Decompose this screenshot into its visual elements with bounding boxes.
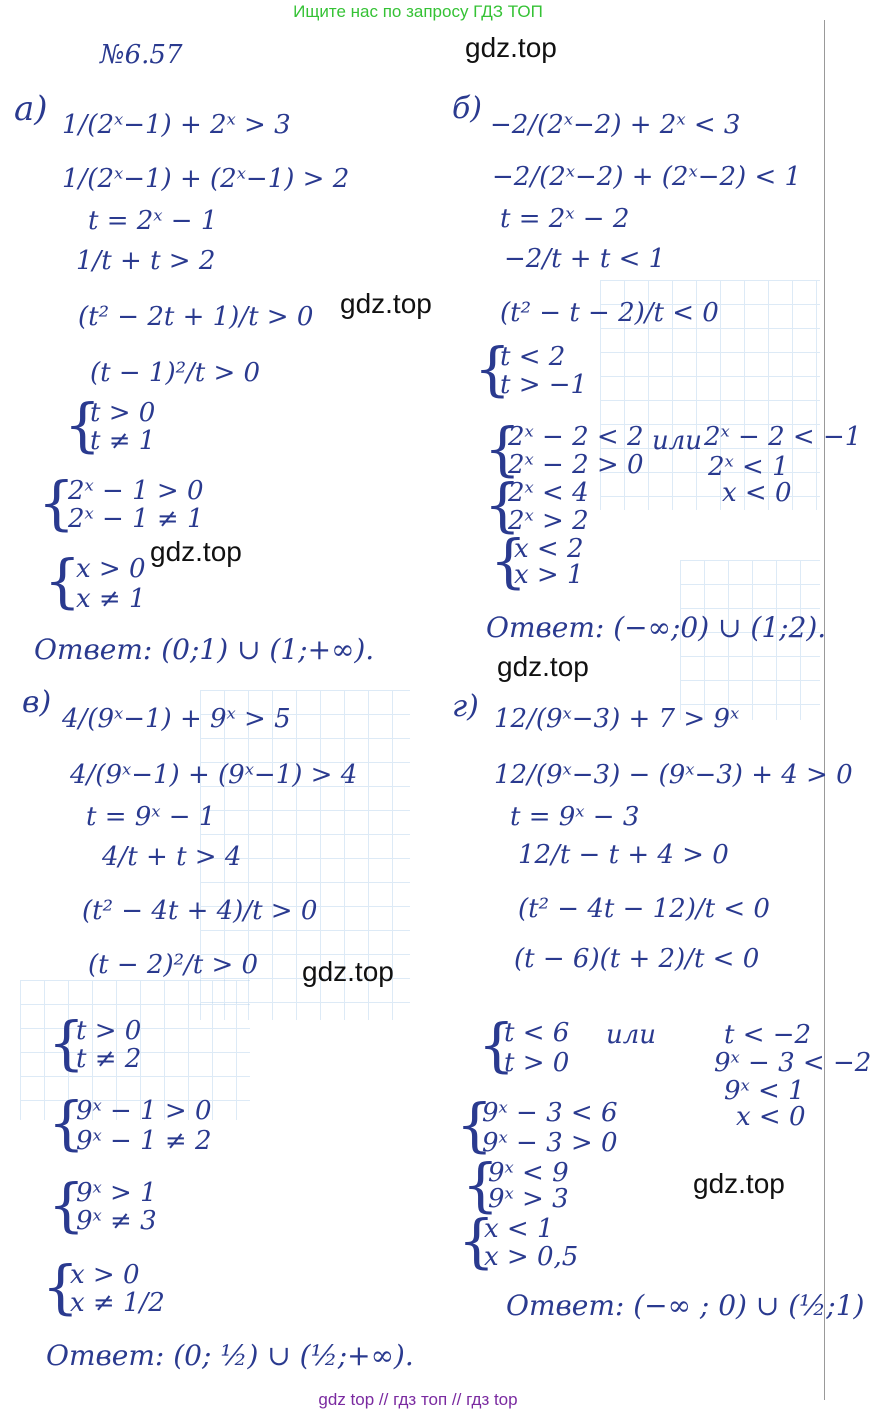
search-banner[interactable]: Ищите нас по запросу ГДЗ ТОП	[293, 2, 543, 21]
part-v-line: 4/t + t > 4	[102, 842, 242, 872]
system-brace: {	[474, 335, 511, 403]
part-a-system: 2ˣ − 1 ≠ 1	[68, 504, 204, 534]
part-v-system: 9ˣ − 1 > 0	[76, 1096, 212, 1126]
page-edge-line	[824, 20, 825, 1400]
part-v-system: 9ˣ > 1	[76, 1178, 157, 1208]
part-b-system: t < 2	[500, 342, 566, 372]
part-b-system: t > −1	[500, 370, 588, 400]
part-g-system: 9ˣ − 3 < 6	[482, 1098, 618, 1128]
part-a-system: x ≠ 1	[76, 584, 146, 614]
part-v-label: в)	[22, 685, 52, 720]
part-a-line: 1/(2ˣ−1) + (2ˣ−1) > 2	[62, 164, 350, 194]
part-v-system: t ≠ 2	[76, 1044, 142, 1074]
part-g-system: t > 0	[504, 1048, 570, 1078]
problem-number: №6.57	[100, 40, 183, 70]
system-brace: {	[490, 527, 527, 595]
system-brace: {	[48, 1171, 85, 1239]
part-b-system: x > 1	[514, 560, 584, 590]
part-g-line: 12/(9ˣ−3) − (9ˣ−3) + 4 > 0	[494, 760, 853, 790]
watermark: gdz.top	[497, 651, 589, 682]
part-g-line: (t² − 4t − 12)/t < 0	[518, 894, 770, 924]
part-a-label: а)	[14, 89, 48, 129]
system-brace: {	[484, 415, 521, 483]
or-word: или	[606, 1020, 657, 1050]
system-brace: {	[48, 1009, 85, 1077]
part-a-answer: Ответ: (0;1) ∪ (1;+∞).	[34, 633, 375, 666]
part-g-system: 9ˣ < 9	[488, 1158, 569, 1188]
part-b-line: t = 2ˣ − 2	[500, 204, 630, 234]
system-brace: {	[484, 471, 521, 539]
part-a-line: 1/t + t > 2	[76, 246, 216, 276]
part-b-line: −2/(2ˣ−2) + (2ˣ−2) < 1	[492, 162, 802, 192]
part-v-line: 4/(9ˣ−1) + 9ˣ > 5	[62, 704, 291, 734]
system-brace: {	[44, 547, 81, 615]
part-b-answer: Ответ: (−∞;0) ∪ (1;2).	[486, 611, 827, 644]
part-g-label: г)	[452, 689, 479, 724]
part-v-system: x > 0	[70, 1260, 140, 1290]
part-v-line: (t² − 4t + 4)/t > 0	[82, 896, 318, 926]
part-b-or-line: x < 0	[722, 478, 792, 508]
part-v-answer: Ответ: (0; ½) ∪ (½;+∞).	[46, 1339, 414, 1372]
system-brace: {	[462, 1151, 499, 1219]
part-b-system: x < 2	[514, 534, 584, 564]
part-a-line: (t − 1)²/t > 0	[90, 358, 261, 388]
part-g-line: t = 9ˣ − 3	[510, 802, 640, 832]
part-b-system: 2ˣ − 2 < 2	[508, 422, 644, 452]
part-a-line: t = 2ˣ − 1	[88, 206, 218, 236]
part-g-or-line: x < 0	[736, 1102, 806, 1132]
part-g-line: 12/(9ˣ−3) + 7 > 9ˣ	[494, 704, 740, 734]
part-b-line: (t² − t − 2)/t < 0	[500, 298, 719, 328]
part-v-line: (t − 2)²/t > 0	[88, 950, 259, 980]
part-g-system: 9ˣ − 3 > 0	[482, 1128, 618, 1158]
system-brace: {	[42, 1253, 79, 1321]
part-g-line: 12/t − t + 4 > 0	[518, 840, 729, 870]
part-g-system: x < 1	[484, 1214, 554, 1244]
part-a-line: (t² − 2t + 1)/t > 0	[78, 302, 314, 332]
part-b-or-line: 2ˣ − 2 < −1	[704, 422, 862, 452]
system-brace: {	[64, 391, 101, 459]
watermark: gdz.top	[302, 956, 394, 987]
part-v-system: 9ˣ ≠ 3	[76, 1206, 157, 1236]
part-b-or-line: 2ˣ < 1	[708, 452, 789, 482]
part-b-line: −2/(2ˣ−2) + 2ˣ < 3	[490, 110, 741, 140]
watermark: gdz.top	[693, 1168, 785, 1199]
or-word: или	[652, 426, 703, 456]
part-v-system: x ≠ 1/2	[70, 1288, 165, 1318]
part-v-line: t = 9ˣ − 1	[86, 802, 216, 832]
part-a-system: x > 0	[76, 554, 146, 584]
part-g-or-line: 9ˣ − 3 < −2	[714, 1048, 871, 1078]
part-a-system: t > 0	[90, 398, 156, 428]
part-a-system: 2ˣ − 1 > 0	[68, 476, 204, 506]
part-b-line: −2/t + t < 1	[504, 244, 666, 274]
part-v-line: 4/(9ˣ−1) + (9ˣ−1) > 4	[70, 760, 358, 790]
footer-links[interactable]: gdz top // гдз топ // гдз top	[318, 1390, 518, 1409]
system-brace: {	[478, 1011, 515, 1079]
watermark: gdz.top	[150, 536, 242, 567]
part-g-system: 9ˣ > 3	[488, 1184, 569, 1214]
part-g-line: (t − 6)(t + 2)/t < 0	[514, 944, 760, 974]
system-brace: {	[456, 1091, 493, 1159]
part-b-system: 2ˣ > 2	[508, 506, 589, 536]
part-v-system: t > 0	[76, 1016, 142, 1046]
part-g-or-line: t < −2	[724, 1020, 812, 1050]
watermark: gdz.top	[465, 32, 557, 63]
part-v-system: 9ˣ − 1 ≠ 2	[76, 1126, 212, 1156]
watermark: gdz.top	[340, 288, 432, 319]
part-b-system: 2ˣ − 2 > 0	[508, 450, 644, 480]
part-a-line: 1/(2ˣ−1) + 2ˣ > 3	[62, 110, 291, 140]
system-brace: {	[48, 1089, 85, 1157]
system-brace: {	[458, 1207, 495, 1275]
part-g-system: t < 6	[504, 1018, 570, 1048]
part-g-system: x > 0,5	[484, 1242, 579, 1272]
system-brace: {	[38, 469, 75, 537]
part-b-system: 2ˣ < 4	[508, 478, 589, 508]
part-g-or-line: 9ˣ < 1	[724, 1076, 805, 1106]
part-b-label: б)	[452, 91, 483, 126]
part-g-answer: Ответ: (−∞ ; 0) ∪ (½;1)	[506, 1289, 865, 1322]
part-a-system: t ≠ 1	[90, 426, 156, 456]
